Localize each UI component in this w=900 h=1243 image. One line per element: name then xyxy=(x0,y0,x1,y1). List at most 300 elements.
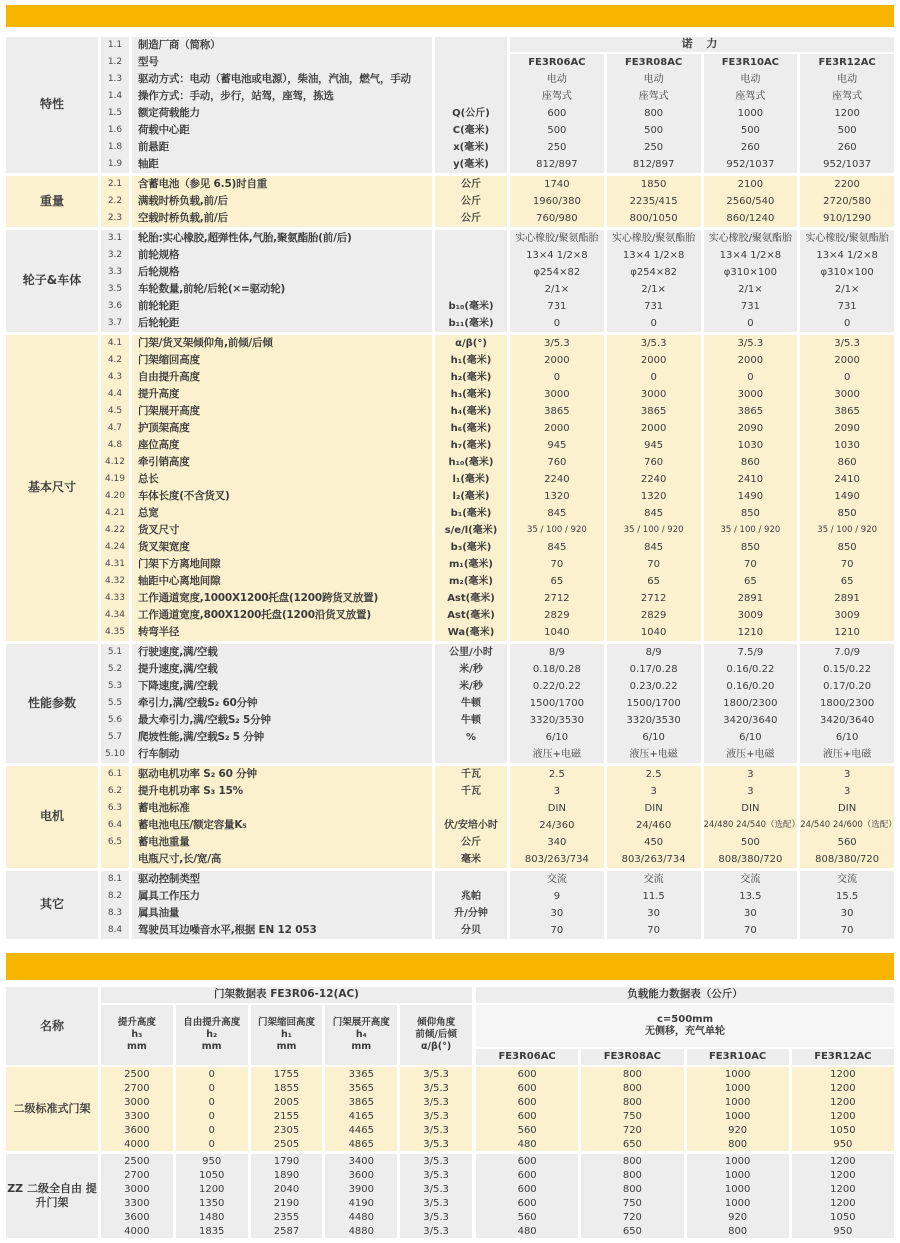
value-cell: 1500/1700 xyxy=(607,695,701,712)
row-number-cell: 5.1 xyxy=(101,644,129,661)
value-cell: 0 xyxy=(510,315,604,332)
value-cell: 760/980 xyxy=(510,210,604,227)
unit-cell: Ast(毫米) xyxy=(435,590,507,607)
value-cell: 3865 xyxy=(607,403,701,420)
row-number-cell: 6.4 xyxy=(101,817,129,834)
value-cell: 2090 xyxy=(704,420,798,437)
unit-cell: m₁(毫米) xyxy=(435,556,507,573)
unit-cell: h₄(毫米) xyxy=(435,403,507,420)
unit-cell: 兆帕 xyxy=(435,888,507,905)
value-cell: 1000 xyxy=(704,105,798,122)
value-cell: 0.15/0.22 xyxy=(800,661,894,678)
value-cell: 实心橡胶/聚氨酯胎 xyxy=(607,230,701,247)
value-cell: 7.5/9 xyxy=(704,644,798,661)
capacity-value-cell: 600 xyxy=(476,1095,578,1109)
value-cell: 2/1× xyxy=(800,281,894,298)
value-cell: 交流 xyxy=(510,871,604,888)
description-cell: 额定荷载能力 xyxy=(132,105,432,122)
mast-column-header: 提升高度 h₃ mm xyxy=(101,1005,173,1065)
description-cell: 提升高度 xyxy=(132,386,432,403)
value-cell: 2/1× xyxy=(704,281,798,298)
value-cell: 35 / 100 / 920 xyxy=(607,522,701,539)
unit-cell xyxy=(435,247,507,264)
description-cell: 门架缩回高度 xyxy=(132,352,432,369)
spec-group xyxy=(6,871,894,939)
mast-value-cell: 0 xyxy=(176,1137,248,1151)
row-number-cell: 4.32 xyxy=(101,573,129,590)
capacity-value-cell: 1050 xyxy=(792,1210,894,1224)
description-cell: 制造厂商（简称） xyxy=(132,37,432,54)
value-cell: 2240 xyxy=(607,471,701,488)
mast-group-label: 二级标准式门架 xyxy=(6,1067,98,1151)
value-cell: 500 xyxy=(704,122,798,139)
value-cell: 2090 xyxy=(800,420,894,437)
unit-cell: 米/秒 xyxy=(435,678,507,695)
value-cell: 0.16/0.22 xyxy=(704,661,798,678)
value-cell: 70 xyxy=(510,556,604,573)
description-cell: 转弯半径 xyxy=(132,624,432,641)
value-cell: 808/380/720 xyxy=(800,851,894,868)
value-cell: 860 xyxy=(704,454,798,471)
mast-value-cell: 3/5.3 xyxy=(400,1224,472,1238)
row-number-cell: 4.33 xyxy=(101,590,129,607)
value-cell: 9 xyxy=(510,888,604,905)
value-cell: 座驾式 xyxy=(510,88,604,105)
mast-column-header: 门架缩回高度 h₁ mm xyxy=(251,1005,323,1065)
value-cell: 808/380/720 xyxy=(704,851,798,868)
description-cell: 驱动方式：电动（蓄电池或电源），柴油，汽油，燃气，手动 xyxy=(132,71,432,88)
value-cell: 0 xyxy=(704,315,798,332)
mast-value-cell: 4865 xyxy=(325,1137,397,1151)
capacity-group xyxy=(476,1154,894,1238)
value-cell: 731 xyxy=(704,298,798,315)
spec-group-label: 重量 xyxy=(6,176,98,227)
capacity-value-cell: 920 xyxy=(687,1210,789,1224)
value-cell: 70 xyxy=(704,556,798,573)
capacity-value-cell: 1200 xyxy=(792,1154,894,1168)
unit-cell xyxy=(435,54,507,71)
value-cell: 0.17/0.28 xyxy=(607,661,701,678)
row-number-cell: 1.4 xyxy=(101,88,129,105)
description-cell: 含蓄电池（参见 6.5)时自重 xyxy=(132,176,432,193)
value-cell: 250 xyxy=(607,139,701,156)
value-cell: 945 xyxy=(607,437,701,454)
value-cell: 3 xyxy=(800,766,894,783)
description-cell: 蓄电池重量 xyxy=(132,834,432,851)
value-cell: 30 xyxy=(607,905,701,922)
capacity-value-cell: 800 xyxy=(581,1081,683,1095)
value-cell: 35 / 100 / 920 xyxy=(704,522,798,539)
load-capacity-table xyxy=(476,987,894,1241)
row-number-cell: 4.35 xyxy=(101,624,129,641)
unit-cell: 米/秒 xyxy=(435,661,507,678)
unit-cell: b₁₀(毫米) xyxy=(435,298,507,315)
mast-value-cell: 2587 xyxy=(251,1224,323,1238)
row-number-cell: 5.6 xyxy=(101,712,129,729)
unit-cell: α/β(°) xyxy=(435,335,507,352)
value-cell: 0 xyxy=(800,315,894,332)
capacity-table-header xyxy=(476,987,894,1065)
capacity-value-cell: 600 xyxy=(476,1109,578,1123)
description-cell: 货叉尺寸 xyxy=(132,522,432,539)
value-cell: 800 xyxy=(607,105,701,122)
unit-cell: C(毫米) xyxy=(435,122,507,139)
unit-cell: l₁(毫米) xyxy=(435,471,507,488)
value-cell: 760 xyxy=(510,454,604,471)
description-cell: 提升电机功率 S₃ 15% xyxy=(132,783,432,800)
value-cell: 800/1050 xyxy=(607,210,701,227)
description-cell: 座位高度 xyxy=(132,437,432,454)
model-header-cell: FE3R08AC xyxy=(607,54,701,71)
spec-group-label: 电机 xyxy=(6,766,98,868)
row-number-cell: 2.2 xyxy=(101,193,129,210)
description-cell: 驱动控制类型 xyxy=(132,871,432,888)
mast-group-label: ZZ 二级全自由 提升门架 xyxy=(6,1154,98,1238)
capacity-value-cell: 920 xyxy=(687,1123,789,1137)
value-cell: 1320 xyxy=(607,488,701,505)
row-number-cell xyxy=(101,851,129,868)
value-cell: 3 xyxy=(704,783,798,800)
value-cell: 座驾式 xyxy=(800,88,894,105)
value-cell: 731 xyxy=(510,298,604,315)
capacity-value-cell: 600 xyxy=(476,1182,578,1196)
row-number-cell: 8.3 xyxy=(101,905,129,922)
mast-value-cell: 950 xyxy=(176,1154,248,1168)
value-cell: 952/1037 xyxy=(704,156,798,173)
capacity-subtitle-line2: 无侧移，充气单轮 xyxy=(645,1026,725,1037)
mast-value-cell: 3/5.3 xyxy=(400,1196,472,1210)
value-cell: 实心橡胶/聚氨酯胎 xyxy=(800,230,894,247)
row-number-cell: 4.7 xyxy=(101,420,129,437)
unit-cell: 伏/安培小时 xyxy=(435,817,507,834)
mast-value-cell: 3565 xyxy=(325,1081,397,1095)
value-cell: 2000 xyxy=(704,352,798,369)
row-number-cell: 4.8 xyxy=(101,437,129,454)
value-cell: 2000 xyxy=(800,352,894,369)
capacity-value-cell: 1200 xyxy=(792,1196,894,1210)
unit-cell: % xyxy=(435,729,507,746)
model-header-cell: FE3R12AC xyxy=(800,54,894,71)
value-cell: 0.16/0.20 xyxy=(704,678,798,695)
mast-value-cell: 2305 xyxy=(251,1123,323,1137)
value-cell: 2712 xyxy=(510,590,604,607)
value-cell: 340 xyxy=(510,834,604,851)
value-cell: 3865 xyxy=(704,403,798,420)
row-number-cell: 4.20 xyxy=(101,488,129,505)
value-cell: 3865 xyxy=(510,403,604,420)
mast-column-header: 门架展开高度 h₄ mm xyxy=(325,1005,397,1065)
mast-value-cell: 1835 xyxy=(176,1224,248,1238)
mast-value-cell: 2700 xyxy=(101,1081,173,1095)
value-cell: 0 xyxy=(607,369,701,386)
mast-value-cell: 4480 xyxy=(325,1210,397,1224)
value-cell: φ310×100 xyxy=(704,264,798,281)
value-cell: 1800/2300 xyxy=(704,695,798,712)
mast-value-cell: 4465 xyxy=(325,1123,397,1137)
row-number-cell: 4.1 xyxy=(101,335,129,352)
value-cell: 电动 xyxy=(607,71,701,88)
capacity-value-cell: 720 xyxy=(581,1210,683,1224)
value-cell: 850 xyxy=(800,539,894,556)
spec-group xyxy=(6,766,897,868)
capacity-value-cell: 1000 xyxy=(687,1095,789,1109)
description-cell: 车体长度(不含货叉) xyxy=(132,488,432,505)
row-number-cell: 4.22 xyxy=(101,522,129,539)
model-header-cell: FE3R10AC xyxy=(704,54,798,71)
brand-cell: 诺 力 xyxy=(510,37,894,54)
value-cell: 1030 xyxy=(800,437,894,454)
value-cell: 70 xyxy=(607,556,701,573)
value-cell: 3/5.3 xyxy=(704,335,798,352)
mast-value-cell: 0 xyxy=(176,1109,248,1123)
value-cell: 2829 xyxy=(607,607,701,624)
value-cell: 2829 xyxy=(510,607,604,624)
value-cell: 0 xyxy=(704,369,798,386)
mast-value-cell: 1050 xyxy=(176,1168,248,1182)
value-cell: 24/480 24/540（选配） xyxy=(704,817,798,834)
row-number-cell: 8.4 xyxy=(101,922,129,939)
capacity-value-cell: 1000 xyxy=(687,1109,789,1123)
row-number-cell: 3.3 xyxy=(101,264,129,281)
spec-group-label: 基本尺寸 xyxy=(6,335,98,641)
description-cell: 前轮规格 xyxy=(132,247,432,264)
row-number-cell: 4.5 xyxy=(101,403,129,420)
value-cell: 6/10 xyxy=(704,729,798,746)
mast-value-cell: 3/5.3 xyxy=(400,1137,472,1151)
capacity-value-cell: 600 xyxy=(476,1154,578,1168)
unit-cell: h₃(毫米) xyxy=(435,386,507,403)
value-cell: 760 xyxy=(607,454,701,471)
capacity-value-cell: 1000 xyxy=(687,1182,789,1196)
mast-value-cell: 1890 xyxy=(251,1168,323,1182)
row-number-cell: 4.21 xyxy=(101,505,129,522)
mast-value-cell: 3/5.3 xyxy=(400,1210,472,1224)
value-cell: 13.5 xyxy=(704,888,798,905)
value-cell: 2.5 xyxy=(510,766,604,783)
description-cell: 工作通道宽度,1000X1200托盘(1200跨货叉放置) xyxy=(132,590,432,607)
value-cell: 1490 xyxy=(704,488,798,505)
capacity-value-cell: 480 xyxy=(476,1137,578,1151)
value-cell: 1490 xyxy=(800,488,894,505)
spec-group xyxy=(6,335,894,641)
mast-value-cell: 1855 xyxy=(251,1081,323,1095)
row-number-cell: 4.4 xyxy=(101,386,129,403)
value-cell: 850 xyxy=(704,505,798,522)
unit-cell: m₂(毫米) xyxy=(435,573,507,590)
value-cell: 910/1290 xyxy=(800,210,894,227)
mast-value-cell: 2500 xyxy=(101,1067,173,1081)
row-number-cell: 5.3 xyxy=(101,678,129,695)
value-cell: 15.5 xyxy=(800,888,894,905)
capacity-value-cell: 750 xyxy=(581,1196,683,1210)
value-cell: 3/5.3 xyxy=(607,335,701,352)
mast-value-cell: 3600 xyxy=(325,1168,397,1182)
value-cell: 24/540 24/600（选配） xyxy=(800,817,894,834)
value-cell: 11.5 xyxy=(607,888,701,905)
mast-value-cell: 1350 xyxy=(176,1196,248,1210)
unit-cell: b₁₁(毫米) xyxy=(435,315,507,332)
value-cell: 实心橡胶/聚氨酯胎 xyxy=(510,230,604,247)
unit-cell: l₂(毫米) xyxy=(435,488,507,505)
value-cell: 845 xyxy=(510,505,604,522)
unit-cell: 千瓦 xyxy=(435,783,507,800)
mast-value-cell: 3000 xyxy=(101,1182,173,1196)
mast-table-title: 门架数据表 FE3R06-12(AC) xyxy=(101,987,472,1003)
mast-value-cell: 4165 xyxy=(325,1109,397,1123)
description-cell: 前悬距 xyxy=(132,139,432,156)
value-cell: 1200 xyxy=(800,105,894,122)
description-cell: 电瓶尺寸,长/宽/高 xyxy=(132,851,432,868)
value-cell: 3 xyxy=(800,783,894,800)
value-cell: 液压+电磁 xyxy=(704,746,798,763)
value-cell: 2240 xyxy=(510,471,604,488)
capacity-value-cell: 560 xyxy=(476,1210,578,1224)
description-cell: 蓄电池电压/额定容量K₅ xyxy=(132,817,432,834)
capacity-value-cell: 1200 xyxy=(792,1168,894,1182)
description-cell: 后轮轮距 xyxy=(132,315,432,332)
mast-value-cell: 2040 xyxy=(251,1182,323,1196)
description-cell: 驱动电机功率 S₂ 60 分钟 xyxy=(132,766,432,783)
value-cell: 500 xyxy=(510,122,604,139)
description-cell: 门架/货叉架倾仰角,前倾/后倾 xyxy=(132,335,432,352)
description-cell: 门架下方离地间隙 xyxy=(132,556,432,573)
mast-value-cell: 4000 xyxy=(101,1137,173,1151)
mast-column-header: 自由提升高度 h₂ mm xyxy=(176,1005,248,1065)
model-header-cell: FE3R06AC xyxy=(510,54,604,71)
value-cell: 560 xyxy=(800,834,894,851)
value-cell: 24/360 xyxy=(510,817,604,834)
description-cell: 蓄电池标准 xyxy=(132,800,432,817)
value-cell: 812/897 xyxy=(607,156,701,173)
mast-data-table xyxy=(6,987,472,1241)
description-cell: 牵引力,满/空载S₂ 60分钟 xyxy=(132,695,432,712)
row-number-cell: 4.3 xyxy=(101,369,129,386)
value-cell: 500 xyxy=(800,122,894,139)
value-cell: 860/1240 xyxy=(704,210,798,227)
unit-cell xyxy=(435,264,507,281)
mast-value-cell: 0 xyxy=(176,1081,248,1095)
value-cell: φ254×82 xyxy=(510,264,604,281)
row-number-cell: 1.8 xyxy=(101,139,129,156)
capacity-value-cell: 800 xyxy=(581,1168,683,1182)
mast-value-cell: 1480 xyxy=(176,1210,248,1224)
value-cell: 260 xyxy=(704,139,798,156)
value-cell: 6/10 xyxy=(800,729,894,746)
unit-cell xyxy=(435,230,507,247)
description-cell: 总长 xyxy=(132,471,432,488)
unit-cell: h₁₀(毫米) xyxy=(435,454,507,471)
description-cell: 货叉架宽度 xyxy=(132,539,432,556)
value-cell: 35 / 100 / 920 xyxy=(800,522,894,539)
row-number-cell: 1.5 xyxy=(101,105,129,122)
value-cell: 24/460 xyxy=(607,817,701,834)
row-number-cell: 3.5 xyxy=(101,281,129,298)
top-accent-bar xyxy=(6,5,894,27)
value-cell: 座驾式 xyxy=(607,88,701,105)
value-cell: 6/10 xyxy=(510,729,604,746)
capacity-value-cell: 1200 xyxy=(792,1095,894,1109)
capacity-value-cell: 720 xyxy=(581,1123,683,1137)
unit-cell xyxy=(435,88,507,105)
value-cell: 1210 xyxy=(800,624,894,641)
unit-cell: 牛顿 xyxy=(435,712,507,729)
value-cell: 3/5.3 xyxy=(800,335,894,352)
row-number-cell: 5.7 xyxy=(101,729,129,746)
value-cell: 3420/3640 xyxy=(800,712,894,729)
mast-value-cell: 4880 xyxy=(325,1224,397,1238)
description-cell: 属具油量 xyxy=(132,905,432,922)
capacity-table-subtitle xyxy=(476,1005,894,1047)
row-number-cell: 1.2 xyxy=(101,54,129,71)
capacity-value-cell: 650 xyxy=(581,1137,683,1151)
unit-cell: 公斤 xyxy=(435,193,507,210)
unit-cell xyxy=(435,800,507,817)
value-cell: 3000 xyxy=(704,386,798,403)
mast-value-cell: 3/5.3 xyxy=(400,1081,472,1095)
capacity-value-cell: 800 xyxy=(581,1095,683,1109)
value-cell: 电动 xyxy=(800,71,894,88)
description-cell: 轮胎:实心橡胶,超弹性体,气胎,聚氨酯胎(前/后) xyxy=(132,230,432,247)
value-cell: 500 xyxy=(607,122,701,139)
value-cell: 1960/380 xyxy=(510,193,604,210)
row-number-cell: 4.31 xyxy=(101,556,129,573)
description-cell: 荷载中心距 xyxy=(132,122,432,139)
value-cell: 860 xyxy=(800,454,894,471)
description-cell: 满载时桥负载,前/后 xyxy=(132,193,432,210)
value-cell: 70 xyxy=(510,922,604,939)
value-cell: 65 xyxy=(607,573,701,590)
value-cell: 70 xyxy=(800,922,894,939)
unit-cell: h₂(毫米) xyxy=(435,369,507,386)
value-cell: 260 xyxy=(800,139,894,156)
mast-column-header: 倾仰角度 前倾/后倾 α/β(°) xyxy=(400,1005,472,1065)
unit-cell: h₆(毫米) xyxy=(435,420,507,437)
capacity-group xyxy=(476,1067,894,1151)
row-number-cell: 8.1 xyxy=(101,871,129,888)
capacity-model-header: FE3R08AC xyxy=(581,1049,683,1065)
description-cell: 牵引销高度 xyxy=(132,454,432,471)
mast-table-header xyxy=(6,987,472,1065)
value-cell: DIN xyxy=(607,800,701,817)
mast-value-cell: 3865 xyxy=(325,1095,397,1109)
mast-value-cell: 3/5.3 xyxy=(400,1182,472,1196)
value-cell: 2712 xyxy=(607,590,701,607)
spec-group-label: 其它 xyxy=(6,871,98,939)
value-cell: 850 xyxy=(800,505,894,522)
value-cell: 13×4 1/2×8 xyxy=(510,247,604,264)
description-cell: 行车制动 xyxy=(132,746,432,763)
spec-group-label: 轮子&车体 xyxy=(6,230,98,332)
value-cell: 3420/3640 xyxy=(704,712,798,729)
spec-group-label: 特性 xyxy=(6,37,98,173)
row-number-cell: 1.6 xyxy=(101,122,129,139)
capacity-value-cell: 1000 xyxy=(687,1067,789,1081)
capacity-value-cell: 800 xyxy=(687,1224,789,1238)
value-cell: 电动 xyxy=(704,71,798,88)
description-cell: 爬坡性能,满/空载S₂ 5 分钟 xyxy=(132,729,432,746)
value-cell: 3320/3530 xyxy=(607,712,701,729)
mast-value-cell: 1790 xyxy=(251,1154,323,1168)
mast-value-cell: 3300 xyxy=(101,1109,173,1123)
description-cell: 自由提升高度 xyxy=(132,369,432,386)
spec-group xyxy=(6,644,894,763)
row-number-cell: 4.12 xyxy=(101,454,129,471)
spec-group xyxy=(6,37,894,173)
value-cell: 0.18/0.28 xyxy=(510,661,604,678)
description-cell: 总宽 xyxy=(132,505,432,522)
unit-cell: 公里/小时 xyxy=(435,644,507,661)
mast-value-cell: 3600 xyxy=(101,1123,173,1137)
